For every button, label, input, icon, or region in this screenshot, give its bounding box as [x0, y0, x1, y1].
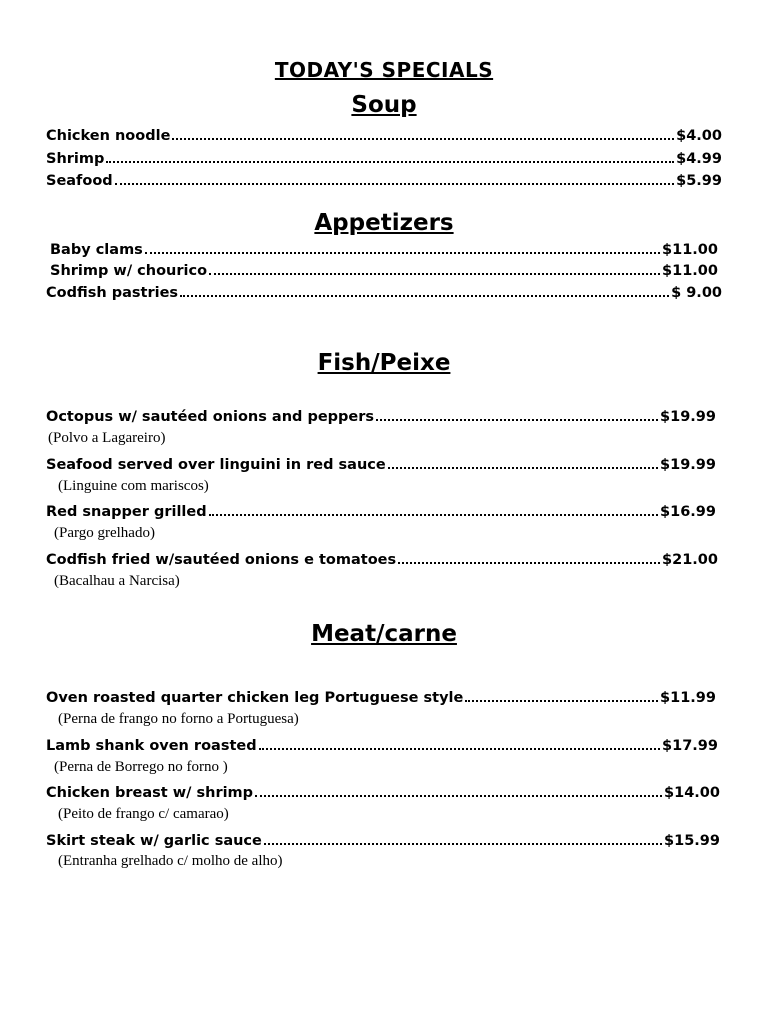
menu-item	[46, 453, 716, 473]
menu-item	[46, 734, 718, 754]
item-price: $19.99	[660, 409, 716, 425]
dot-leader	[376, 419, 658, 421]
item-price: $17.99	[662, 738, 718, 754]
dot-leader	[172, 138, 674, 140]
item-name: Oven roasted quarter chicken leg Portuguese style	[46, 690, 464, 706]
item-price: $14.00	[664, 785, 720, 801]
item-name: Red snapper grilled	[46, 504, 207, 520]
dot-leader	[115, 183, 674, 185]
dot-leader	[398, 562, 660, 564]
page-title: TODAY'S SPECIALS	[274, 58, 494, 82]
dot-leader	[465, 700, 658, 702]
item-translation: (Polvo a Lagareiro)	[48, 430, 166, 446]
item-name: Seafood	[46, 173, 113, 189]
menu-item	[46, 781, 720, 801]
item-price: $ 9.00	[671, 285, 722, 301]
item-name: Shrimp w/ chourico	[50, 263, 208, 279]
item-translation: (Pargo grelhado)	[54, 525, 155, 541]
menu-item	[46, 686, 716, 706]
item-price: $15.99	[664, 833, 720, 849]
item-name: Shrimp	[46, 151, 105, 167]
item-name: Chicken breast w/ shrimp	[46, 785, 254, 801]
item-price: $5.99	[676, 173, 722, 189]
dot-leader	[388, 467, 658, 469]
item-price: $19.99	[660, 457, 716, 473]
item-price: $21.00	[662, 552, 718, 568]
item-name: Octopus w/ sautéed onions and peppers	[46, 409, 375, 425]
menu-item	[46, 124, 722, 144]
dot-leader	[145, 252, 660, 254]
menu-item	[46, 281, 722, 301]
dot-leader	[255, 795, 662, 797]
item-translation: (Perna de Borrego no forno )	[54, 759, 228, 775]
menu-item	[46, 169, 722, 189]
item-name: Chicken noodle	[46, 128, 171, 144]
item-translation: (Bacalhau a Narcisa)	[54, 573, 180, 589]
item-translation: (Perna de frango no forno a Portuguesa)	[58, 711, 299, 727]
item-translation: (Entranha grelhado c/ molho de alho)	[58, 853, 283, 869]
menu-item	[46, 147, 722, 167]
menu-item	[46, 405, 716, 425]
item-price: $11.00	[662, 263, 718, 279]
item-name: Skirt steak w/ garlic sauce	[46, 833, 262, 849]
menu-item	[46, 548, 718, 568]
item-translation: (Peito de frango c/ camarao)	[58, 806, 229, 822]
dot-leader	[180, 295, 669, 297]
section-heading-soup: Soup	[351, 92, 417, 118]
dot-leader	[259, 748, 660, 750]
section-heading-appetizers: Appetizers	[314, 210, 454, 236]
item-name: Codfish fried w/sautéed onions e tomatoes	[46, 552, 397, 568]
item-price: $11.00	[662, 242, 718, 258]
dot-leader	[209, 514, 658, 516]
item-price: $4.99	[676, 151, 722, 167]
dot-leader	[209, 273, 660, 275]
item-name: Lamb shank oven roasted	[46, 738, 257, 754]
menu-item	[46, 829, 720, 849]
item-name: Codfish pastries	[46, 285, 179, 301]
item-translation: (Linguine com mariscos)	[58, 478, 209, 494]
section-heading-meat: Meat/carne	[311, 621, 457, 647]
menu-item	[50, 238, 718, 258]
item-price: $11.99	[660, 690, 716, 706]
item-price: $16.99	[660, 504, 716, 520]
menu-item	[46, 500, 716, 520]
item-price: $4.00	[676, 128, 722, 144]
dot-leader	[264, 843, 662, 845]
section-heading-fish: Fish/Peixe	[317, 350, 451, 376]
item-name: Baby clams	[50, 242, 143, 258]
item-name: Seafood served over linguini in red sauce	[46, 457, 386, 473]
menu-item	[50, 259, 718, 279]
dot-leader	[106, 161, 674, 163]
